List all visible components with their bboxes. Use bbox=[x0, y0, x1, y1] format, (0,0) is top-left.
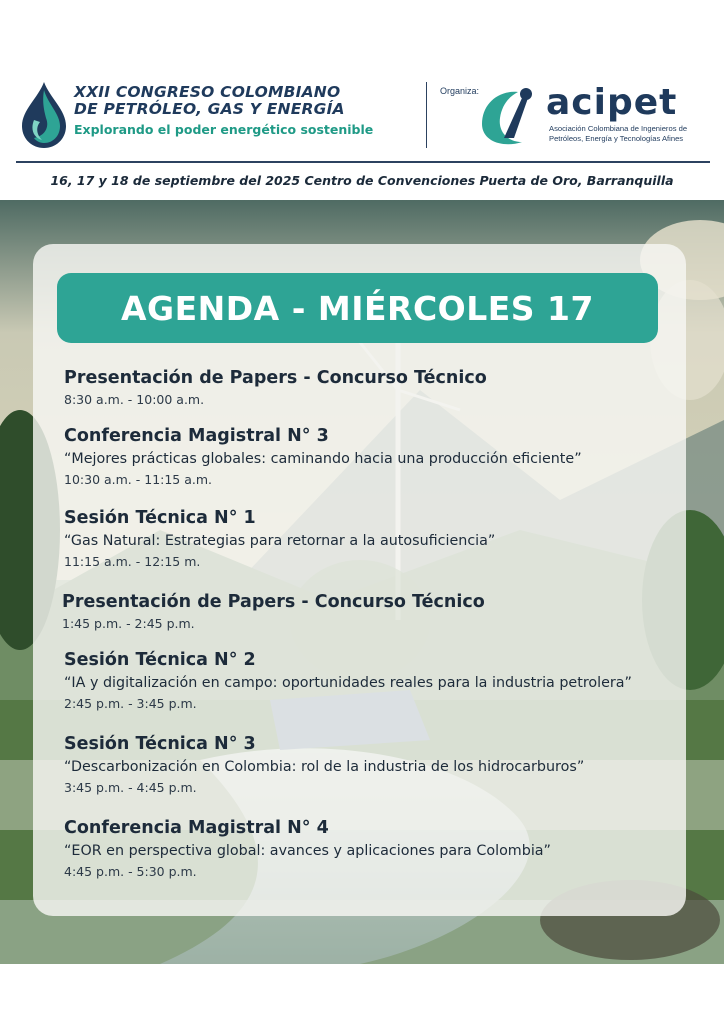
agenda-item bbox=[64, 507, 674, 570]
congress-title-line1: XXII CONGRESO COLOMBIANO bbox=[74, 83, 341, 101]
agenda-title-banner bbox=[57, 273, 658, 343]
congress-title-line2: DE PETRÓLEO, GAS Y ENERGÍA bbox=[74, 100, 345, 118]
agenda-item-title: Conferencia Magistral N° 4 bbox=[64, 818, 329, 838]
agenda-item bbox=[64, 733, 674, 796]
congress-title-block bbox=[74, 84, 419, 137]
bottom-margin bbox=[0, 964, 724, 1024]
agenda-item bbox=[62, 591, 672, 632]
agenda-item-subtitle: “Mejores prácticas globales: caminando hacia una producción eficiente” bbox=[64, 451, 582, 467]
agenda-item-title: Sesión Técnica N° 1 bbox=[64, 508, 256, 528]
event-dates-venue: 16, 17 y 18 de septiembre del 2025 Centro de Convenciones Puerta de Oro, Barranquilla bbox=[50, 173, 674, 188]
agenda-item bbox=[64, 425, 674, 488]
agenda-item-subtitle: “EOR en perspectiva global: avances y aplicaciones para Colombia” bbox=[64, 843, 551, 859]
agenda-item-title: Presentación de Papers - Concurso Técnico bbox=[62, 592, 485, 612]
acipet-description: Asociación Colombiana de Ingenieros de Petróleos, Energía y Tecnologías Afines bbox=[549, 124, 688, 143]
agenda-item-time: 10:30 a.m. - 11:15 a.m. bbox=[64, 472, 213, 487]
agenda-item-subtitle: “Descarbonización en Colombia: rol de la industria de los hidrocarburos” bbox=[64, 759, 585, 775]
agenda-item bbox=[64, 649, 674, 712]
acipet-logo-icon bbox=[474, 84, 540, 150]
agenda-item-title: Sesión Técnica N° 3 bbox=[64, 734, 256, 754]
agenda-item-title: Sesión Técnica N° 2 bbox=[64, 650, 256, 670]
agenda-item-title: Presentación de Papers - Concurso Técnico bbox=[64, 368, 487, 388]
agenda-item-time: 2:45 p.m. - 3:45 p.m. bbox=[64, 696, 197, 711]
agenda-title: AGENDA - MIÉRCOLES 17 bbox=[121, 288, 594, 328]
agenda-item-subtitle: “Gas Natural: Estrategias para retornar a la autosuficiencia” bbox=[64, 533, 496, 549]
acipet-name: acipet bbox=[546, 82, 678, 123]
header bbox=[0, 0, 724, 200]
agenda-card bbox=[33, 244, 686, 916]
agenda-item-title: Conferencia Magistral N° 3 bbox=[64, 426, 329, 446]
agenda-item-time: 11:15 a.m. - 12:15 m. bbox=[64, 554, 201, 569]
agenda-item-time: 1:45 p.m. - 2:45 p.m. bbox=[62, 616, 195, 631]
congress-tagline: Explorando el poder energético sostenible bbox=[74, 122, 374, 137]
agenda-item-time: 4:45 p.m. - 5:30 p.m. bbox=[64, 864, 197, 879]
agenda-item bbox=[64, 367, 674, 408]
agenda-item-subtitle: “IA y digitalización en campo: oportunidades reales para la industria petrolera” bbox=[64, 675, 632, 691]
header-divider bbox=[426, 82, 427, 148]
header-rule bbox=[16, 161, 710, 163]
agenda-item-time: 8:30 a.m. - 10:00 a.m. bbox=[64, 392, 205, 407]
agenda-item bbox=[64, 817, 674, 880]
drop-flame-logo-icon bbox=[20, 80, 68, 150]
agenda-item-time: 3:45 p.m. - 4:45 p.m. bbox=[64, 780, 197, 795]
organiza-label: Organiza: bbox=[440, 86, 480, 96]
